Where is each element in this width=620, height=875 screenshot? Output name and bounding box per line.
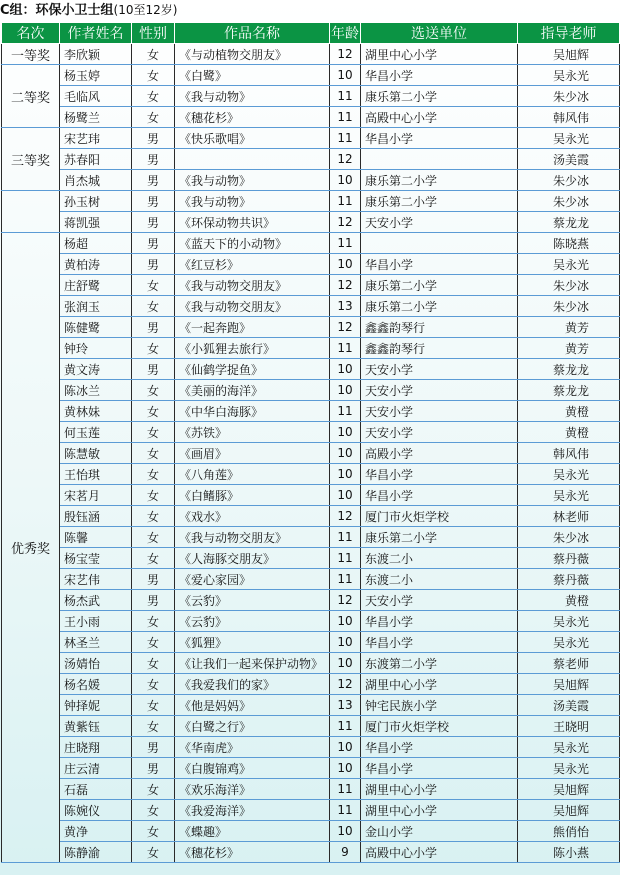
table-row — [2, 422, 620, 443]
header-author: 作者姓名 — [60, 23, 132, 44]
teacher-cell: 蔡龙龙 — [518, 212, 620, 233]
table-row — [2, 44, 620, 65]
teacher-cell: 吴旭辉 — [518, 800, 620, 821]
work-title-cell: 《狐狸》 — [175, 632, 330, 653]
table-row — [2, 716, 620, 737]
teacher-cell: 朱少冰 — [518, 296, 620, 317]
school-cell: 康乐第二小学 — [361, 296, 518, 317]
header-teacher: 指导老师 — [518, 23, 620, 44]
school-cell: 华昌小学 — [361, 464, 518, 485]
school-cell: 东渡第二小学 — [361, 653, 518, 674]
age-cell: 11 — [330, 779, 361, 800]
gender-cell: 女 — [132, 296, 175, 317]
gender-cell: 女 — [132, 338, 175, 359]
table-row — [2, 338, 620, 359]
work-title-cell: 《白鳍豚》 — [175, 485, 330, 506]
teacher-cell: 王晓明 — [518, 716, 620, 737]
work-title-cell: 《戏水》 — [175, 506, 330, 527]
teacher-cell: 陈小燕 — [518, 842, 620, 863]
teacher-cell: 蔡龙龙 — [518, 380, 620, 401]
age-cell: 12 — [330, 590, 361, 611]
age-cell: 12 — [330, 149, 361, 170]
work-title-cell: 《我与动物交朋友》 — [175, 296, 330, 317]
author-name-cell: 庄舒鹭 — [60, 275, 132, 296]
gender-cell: 女 — [132, 842, 175, 863]
school-cell: 东渡二小 — [361, 548, 518, 569]
gender-cell: 男 — [132, 317, 175, 338]
author-name-cell: 庄云清 — [60, 758, 132, 779]
age-cell: 12 — [330, 317, 361, 338]
gender-cell: 男 — [132, 569, 175, 590]
table-row — [2, 191, 620, 212]
author-name-cell: 李欣颖 — [60, 44, 132, 65]
school-cell: 厦门市火炬学校 — [361, 716, 518, 737]
school-cell: 天安小学 — [361, 401, 518, 422]
age-cell: 10 — [330, 65, 361, 86]
work-title-cell: 《白鹭》 — [175, 65, 330, 86]
header-rank: 名次 — [2, 23, 60, 44]
teacher-cell: 林老师 — [518, 506, 620, 527]
age-cell: 13 — [330, 695, 361, 716]
award-cell: 二等奖 — [2, 65, 60, 128]
gender-cell: 女 — [132, 380, 175, 401]
author-name-cell: 杨玉婷 — [60, 65, 132, 86]
gender-cell: 男 — [132, 149, 175, 170]
author-name-cell: 黄林妹 — [60, 401, 132, 422]
teacher-cell: 韩风伟 — [518, 107, 620, 128]
school-cell: 华昌小学 — [361, 758, 518, 779]
age-cell: 12 — [330, 674, 361, 695]
page-title — [0, 0, 177, 20]
age-cell: 10 — [330, 632, 361, 653]
table-row — [2, 212, 620, 233]
school-cell: 高殿小学 — [361, 443, 518, 464]
teacher-cell: 吴永光 — [518, 485, 620, 506]
gender-cell: 女 — [132, 401, 175, 422]
author-name-cell: 钟择妮 — [60, 695, 132, 716]
school-cell: 厦门市火炬学校 — [361, 506, 518, 527]
table-row — [2, 653, 620, 674]
age-cell: 11 — [330, 527, 361, 548]
age-cell: 10 — [330, 485, 361, 506]
author-name-cell: 肖杰城 — [60, 170, 132, 191]
age-cell: 11 — [330, 128, 361, 149]
age-cell: 10 — [330, 758, 361, 779]
school-cell — [361, 233, 518, 254]
teacher-cell: 黄芳 — [518, 338, 620, 359]
gender-cell: 女 — [132, 275, 175, 296]
author-name-cell: 黄柏涛 — [60, 254, 132, 275]
author-name-cell: 王小雨 — [60, 611, 132, 632]
teacher-cell: 吴旭辉 — [518, 674, 620, 695]
work-title-cell: 《白腹锦鸡》 — [175, 758, 330, 779]
gender-cell: 女 — [132, 506, 175, 527]
gender-cell: 男 — [132, 359, 175, 380]
teacher-cell: 陈晓燕 — [518, 233, 620, 254]
author-name-cell: 陈慧敏 — [60, 443, 132, 464]
teacher-cell: 吴永光 — [518, 611, 620, 632]
author-name-cell: 黄紫钰 — [60, 716, 132, 737]
table-row — [2, 506, 620, 527]
table-row — [2, 401, 620, 422]
school-cell: 康乐第二小学 — [361, 275, 518, 296]
teacher-cell: 熊俏怡 — [518, 821, 620, 842]
work-title-cell: 《人海豚交朋友》 — [175, 548, 330, 569]
age-cell: 12 — [330, 275, 361, 296]
age-cell: 10 — [330, 821, 361, 842]
gender-cell: 男 — [132, 191, 175, 212]
author-name-cell: 宋茗月 — [60, 485, 132, 506]
teacher-cell: 朱少冰 — [518, 275, 620, 296]
table-row — [2, 233, 620, 254]
work-title-cell: 《白鹭之行》 — [175, 716, 330, 737]
gender-cell: 女 — [132, 611, 175, 632]
school-cell: 华昌小学 — [361, 254, 518, 275]
gender-cell: 女 — [132, 422, 175, 443]
school-cell: 东渡二小 — [361, 569, 518, 590]
age-cell: 12 — [330, 44, 361, 65]
table-row — [2, 107, 620, 128]
gender-cell: 女 — [132, 695, 175, 716]
school-cell: 康乐第二小学 — [361, 170, 518, 191]
gender-cell: 女 — [132, 821, 175, 842]
teacher-cell: 黄橙 — [518, 401, 620, 422]
author-name-cell: 钟玲 — [60, 338, 132, 359]
author-name-cell: 陈冰兰 — [60, 380, 132, 401]
age-cell: 11 — [330, 401, 361, 422]
teacher-cell: 蔡丹薇 — [518, 569, 620, 590]
table-row — [2, 527, 620, 548]
award-cell: 一等奖 — [2, 44, 60, 65]
age-cell: 10 — [330, 380, 361, 401]
age-cell: 11 — [330, 569, 361, 590]
work-title-cell: 《红豆杉》 — [175, 254, 330, 275]
teacher-cell: 蔡老师 — [518, 653, 620, 674]
gender-cell: 女 — [132, 632, 175, 653]
work-title-cell: 《蝶趣》 — [175, 821, 330, 842]
table-row — [2, 296, 620, 317]
teacher-cell: 韩风伟 — [518, 443, 620, 464]
teacher-cell: 朱少冰 — [518, 191, 620, 212]
teacher-cell: 汤美霞 — [518, 695, 620, 716]
author-name-cell: 蒋凯强 — [60, 212, 132, 233]
age-cell: 10 — [330, 359, 361, 380]
work-title-cell: 《画眉》 — [175, 443, 330, 464]
table-row — [2, 611, 620, 632]
teacher-cell: 黄橙 — [518, 590, 620, 611]
teacher-cell: 吴永光 — [518, 65, 620, 86]
teacher-cell: 吴永光 — [518, 737, 620, 758]
table-row — [2, 86, 620, 107]
teacher-cell: 吴旭辉 — [518, 44, 620, 65]
table-row — [2, 149, 620, 170]
work-title-cell: 《我与动物》 — [175, 170, 330, 191]
award-table — [1, 22, 620, 863]
school-cell: 天安小学 — [361, 212, 518, 233]
work-title-cell: 《中华白海豚》 — [175, 401, 330, 422]
gender-cell: 女 — [132, 86, 175, 107]
author-name-cell: 何玉莲 — [60, 422, 132, 443]
work-title-cell: 《穗花杉》 — [175, 842, 330, 863]
work-title-cell: 《蓝天下的小动物》 — [175, 233, 330, 254]
school-cell: 湖里中心小学 — [361, 44, 518, 65]
table-row — [2, 548, 620, 569]
gender-cell: 女 — [132, 65, 175, 86]
school-cell: 华昌小学 — [361, 65, 518, 86]
teacher-cell: 吴永光 — [518, 632, 620, 653]
gender-cell: 女 — [132, 44, 175, 65]
gender-cell: 女 — [132, 527, 175, 548]
work-title-cell: 《八角莲》 — [175, 464, 330, 485]
author-name-cell: 王怡琪 — [60, 464, 132, 485]
table-row — [2, 170, 620, 191]
age-cell: 11 — [330, 233, 361, 254]
table-row — [2, 674, 620, 695]
work-title-cell: 《让我们一起来保护动物》 — [175, 653, 330, 674]
work-title-cell: 《小狐狸去旅行》 — [175, 338, 330, 359]
work-title-cell: 《欢乐海洋》 — [175, 779, 330, 800]
teacher-cell: 朱少冰 — [518, 527, 620, 548]
table-row — [2, 128, 620, 149]
author-name-cell: 杨名媛 — [60, 674, 132, 695]
work-title-cell: 《云豹》 — [175, 611, 330, 632]
teacher-cell: 黄芳 — [518, 317, 620, 338]
gender-cell: 男 — [132, 254, 175, 275]
work-title-cell: 《我爱我们的家》 — [175, 674, 330, 695]
gender-cell: 男 — [132, 212, 175, 233]
age-cell: 10 — [330, 254, 361, 275]
work-title-cell: 《快乐歌唱》 — [175, 128, 330, 149]
age-cell: 12 — [330, 506, 361, 527]
age-cell: 10 — [330, 443, 361, 464]
table-row — [2, 590, 620, 611]
gender-cell: 女 — [132, 485, 175, 506]
table-row — [2, 464, 620, 485]
gender-cell: 女 — [132, 464, 175, 485]
work-title-cell: 《环保动物共识》 — [175, 212, 330, 233]
work-title-cell: 《仙鹤学捉鱼》 — [175, 359, 330, 380]
teacher-cell: 汤美霞 — [518, 149, 620, 170]
work-title-cell: 《我与动物交朋友》 — [175, 527, 330, 548]
teacher-cell: 吴永光 — [518, 464, 620, 485]
teacher-cell: 吴旭辉 — [518, 779, 620, 800]
school-cell: 高殿中心小学 — [361, 842, 518, 863]
award-cell — [2, 191, 60, 233]
author-name-cell: 陈健鹭 — [60, 317, 132, 338]
gender-cell: 女 — [132, 107, 175, 128]
author-name-cell: 宋艺伟 — [60, 569, 132, 590]
table-row — [2, 485, 620, 506]
header-age: 年龄 — [330, 23, 361, 44]
school-cell: 湖里中心小学 — [361, 779, 518, 800]
table-row — [2, 380, 620, 401]
teacher-cell: 吴永光 — [518, 758, 620, 779]
age-cell: 11 — [330, 716, 361, 737]
header-gender: 性别 — [132, 23, 175, 44]
teacher-cell: 吴永光 — [518, 128, 620, 149]
title-main: C组：环保小卫士组 — [0, 3, 114, 18]
author-name-cell: 陈馨 — [60, 527, 132, 548]
table-row — [2, 737, 620, 758]
gender-cell: 女 — [132, 779, 175, 800]
table-row — [2, 275, 620, 296]
school-cell: 天安小学 — [361, 380, 518, 401]
header-row — [2, 23, 620, 44]
table-row — [2, 695, 620, 716]
table-row — [2, 842, 620, 863]
header-unit: 选送单位 — [361, 23, 518, 44]
gender-cell: 女 — [132, 800, 175, 821]
gender-cell: 男 — [132, 128, 175, 149]
gender-cell: 男 — [132, 590, 175, 611]
age-cell: 10 — [330, 611, 361, 632]
gender-cell: 女 — [132, 443, 175, 464]
teacher-cell: 朱少冰 — [518, 86, 620, 107]
school-cell — [361, 149, 518, 170]
age-cell: 11 — [330, 107, 361, 128]
age-cell: 10 — [330, 653, 361, 674]
work-title-cell: 《云豹》 — [175, 590, 330, 611]
author-name-cell: 杨宝莹 — [60, 548, 132, 569]
gender-cell: 女 — [132, 653, 175, 674]
author-name-cell: 黄文涛 — [60, 359, 132, 380]
age-cell: 12 — [330, 212, 361, 233]
school-cell: 天安小学 — [361, 590, 518, 611]
work-title-cell: 《美丽的海洋》 — [175, 380, 330, 401]
age-cell: 11 — [330, 548, 361, 569]
author-name-cell: 陈静渝 — [60, 842, 132, 863]
table-row — [2, 317, 620, 338]
award-cell: 优秀奖 — [2, 233, 60, 863]
author-name-cell: 宋艺玮 — [60, 128, 132, 149]
age-cell: 10 — [330, 464, 361, 485]
author-name-cell: 汤婧怡 — [60, 653, 132, 674]
work-title-cell: 《我与动物交朋友》 — [175, 275, 330, 296]
work-title-cell: 《苏铁》 — [175, 422, 330, 443]
school-cell: 天安小学 — [361, 422, 518, 443]
school-cell: 康乐第二小学 — [361, 191, 518, 212]
table-row — [2, 758, 620, 779]
author-name-cell: 林圣兰 — [60, 632, 132, 653]
age-cell: 11 — [330, 191, 361, 212]
work-title-cell — [175, 149, 330, 170]
table-row — [2, 443, 620, 464]
school-cell: 华昌小学 — [361, 611, 518, 632]
work-title-cell: 《与动植物交朋友》 — [175, 44, 330, 65]
teacher-cell: 黄橙 — [518, 422, 620, 443]
author-name-cell: 苏春阳 — [60, 149, 132, 170]
gender-cell: 女 — [132, 548, 175, 569]
table-body — [2, 44, 620, 863]
school-cell: 湖里中心小学 — [361, 674, 518, 695]
table-row — [2, 821, 620, 842]
author-name-cell: 张润玉 — [60, 296, 132, 317]
gender-cell: 女 — [132, 716, 175, 737]
author-name-cell: 毛临风 — [60, 86, 132, 107]
table-row — [2, 632, 620, 653]
age-cell: 10 — [330, 170, 361, 191]
work-title-cell: 《一起奔跑》 — [175, 317, 330, 338]
work-title-cell: 《穗花杉》 — [175, 107, 330, 128]
table-row — [2, 779, 620, 800]
teacher-cell: 蔡龙龙 — [518, 359, 620, 380]
work-title-cell: 《我与动物》 — [175, 86, 330, 107]
table-row — [2, 359, 620, 380]
author-name-cell: 殷钰涵 — [60, 506, 132, 527]
age-cell: 10 — [330, 737, 361, 758]
age-cell: 10 — [330, 422, 361, 443]
author-name-cell: 孙玉树 — [60, 191, 132, 212]
work-title-cell: 《华南虎》 — [175, 737, 330, 758]
work-title-cell: 《我与动物》 — [175, 191, 330, 212]
author-name-cell: 陈婉仪 — [60, 800, 132, 821]
table-row — [2, 800, 620, 821]
teacher-cell: 朱少冰 — [518, 170, 620, 191]
gender-cell: 男 — [132, 170, 175, 191]
header-work: 作品名称 — [175, 23, 330, 44]
age-cell: 11 — [330, 800, 361, 821]
work-title-cell: 《我爱海洋》 — [175, 800, 330, 821]
school-cell: 华昌小学 — [361, 128, 518, 149]
table-row — [2, 65, 620, 86]
school-cell: 鑫鑫韵琴行 — [361, 317, 518, 338]
gender-cell: 女 — [132, 674, 175, 695]
age-cell: 11 — [330, 86, 361, 107]
school-cell: 华昌小学 — [361, 737, 518, 758]
author-name-cell: 庄晓翔 — [60, 737, 132, 758]
author-name-cell: 杨鹭兰 — [60, 107, 132, 128]
title-age-range: (10至12岁) — [113, 3, 178, 17]
author-name-cell: 杨杰武 — [60, 590, 132, 611]
school-cell: 鑫鑫韵琴行 — [361, 338, 518, 359]
school-cell: 湖里中心小学 — [361, 800, 518, 821]
gender-cell: 男 — [132, 233, 175, 254]
gender-cell: 男 — [132, 737, 175, 758]
work-title-cell: 《爱心家园》 — [175, 569, 330, 590]
school-cell: 天安小学 — [361, 359, 518, 380]
school-cell: 华昌小学 — [361, 485, 518, 506]
table-row — [2, 569, 620, 590]
school-cell: 华昌小学 — [361, 632, 518, 653]
school-cell: 康乐第二小学 — [361, 86, 518, 107]
table-row — [2, 254, 620, 275]
work-title-cell: 《他是妈妈》 — [175, 695, 330, 716]
school-cell: 高殿中心小学 — [361, 107, 518, 128]
award-cell: 三等奖 — [2, 128, 60, 191]
gender-cell: 男 — [132, 758, 175, 779]
age-cell: 13 — [330, 296, 361, 317]
author-name-cell: 杨超 — [60, 233, 132, 254]
age-cell: 9 — [330, 842, 361, 863]
school-cell: 金山小学 — [361, 821, 518, 842]
school-cell: 康乐第二小学 — [361, 527, 518, 548]
teacher-cell: 吴永光 — [518, 254, 620, 275]
age-cell: 11 — [330, 338, 361, 359]
author-name-cell: 黄净 — [60, 821, 132, 842]
author-name-cell: 石磊 — [60, 779, 132, 800]
teacher-cell: 蔡丹薇 — [518, 548, 620, 569]
school-cell: 钟宅民族小学 — [361, 695, 518, 716]
